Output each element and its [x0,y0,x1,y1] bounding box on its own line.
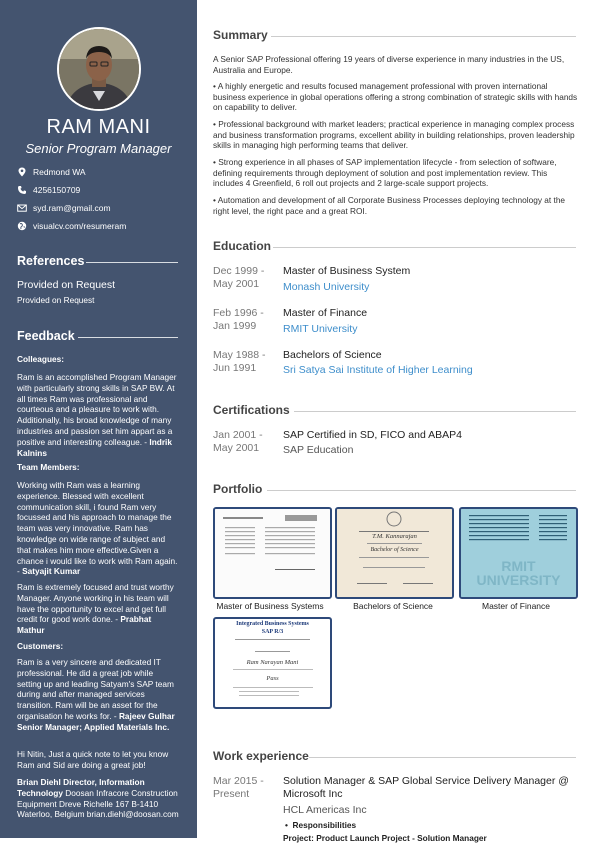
main-content [197,0,594,843]
portfolio-thumb-ibs[interactable] [213,617,332,709]
references-heading [17,254,84,268]
website-link[interactable]: visualcv.com/resumeram [33,221,127,231]
customers-text-3: Doosan Infracore Construction Equipment Dreve Richelle 167 B-1410 Waterloo, Belgium brian.diehl@doosan.com [17,787,179,820]
colleagues-label: Colleagues: [17,354,65,364]
certification-org: SAP Education [283,444,354,456]
references-rule [86,262,178,263]
certificate-doc-icon [337,509,452,597]
certificate-lines-icon [215,619,330,707]
summary-bullet-4: • Automation and development of all Corporate Business Processes deploying technology at the right level, the right pace and a great ROI. [213,195,566,216]
summary-heading: Summary [213,28,268,42]
ibs-doc-grade: Pass [266,675,279,682]
education-school[interactable]: RMIT University [283,323,358,335]
profile-photo [57,27,141,111]
contact-email[interactable] [17,203,111,213]
team-label: Team Members: [17,462,80,472]
portfolio-thumb-transcript[interactable] [213,507,332,599]
work-heading: Work experience [213,749,309,763]
colleagues-text: Ram is an accomplished Program Manager with particularly strong skills in SAP BW. At all times Ram was professional and courteous and a pleasure to work with. Additionally, his broad knowledge of many industries and passion set him appart as a positive and interesting colleague. - [17,372,177,447]
phone-icon [17,185,27,195]
education-degree: Master of Finance [283,307,368,319]
globe-icon [17,221,27,231]
summary-intro: A Senior SAP Professional offering 19 years of diverse experience in many industries in the US, Australia and Europe. [213,54,565,75]
colleagues-feedback [17,372,179,458]
profile-name: RAM MANI [46,116,151,138]
team-feedback-1 [17,480,179,577]
ibs-doc-title: Integrated Business Systems [236,621,309,627]
summary-bullet-3: • Strong experience in all phases of SAP implementation lifecycle - from selection of software, defining requirements through deployment of solution and post implementation review. This includes 4 Greenfield, 6 roll out projects and 2 large-scale support projects. [213,157,557,188]
rmit-watermark: RMIT UNIVERSITY [476,558,561,588]
summary-rule [271,36,576,37]
transcript-doc-icon [215,509,330,597]
portfolio-heading: Portfolio [213,482,263,496]
certification-date: Jan 2001 - May 2001 [213,429,263,454]
work-rule [309,757,576,758]
email-link[interactable]: syd.ram@gmail.com [33,203,111,213]
bsc-doc-degree: Bachelor of Science [370,547,419,553]
work-responsibilities-label: Responsibilities [292,820,357,830]
certifications-heading: Certifications [213,403,290,417]
envelope-icon [17,203,27,213]
contact-website[interactable] [17,221,126,231]
education-school[interactable]: Sri Satya Sai Institute of Higher Learning [283,364,473,376]
feedback-heading-text: Feedback [17,329,75,343]
certifications-rule [294,411,576,412]
customers-label: Customers: [17,641,64,651]
work-role: Solution Manager & SAP Global Service Delivery Manager @ Microsoft Inc [283,775,569,800]
colleagues-author: Indrik Kalnins [17,436,172,458]
team-text-2: Ram is extremely focused and trust worthy Manager. Anyone working in his team will have the opportunity to excel and get full credit for good work done. - [17,582,174,625]
phone-text: 4256150709 [33,185,81,195]
portfolio-caption: Bachelors of Science [353,601,433,611]
portfolio-thumb-bsc[interactable] [335,507,454,599]
certification-name: SAP Certified in SD, FICO and ABAP4 [283,429,462,441]
work-company: HCL Americas Inc [283,804,367,816]
team-author: Satyajit Kumar [22,566,81,577]
references-sub: Provided on Request [17,295,95,305]
references-heading-text: References [17,254,85,268]
team-author-2: Prabhat Mathur [17,614,152,636]
education-date: Feb 1996 - Jan 1999 [213,307,264,332]
customers-author-2: Brian Diehl Director, Information Technology [17,777,145,798]
bullet-dot-icon: • [285,820,293,830]
work-date: Mar 2015 - Present [213,775,264,800]
summary-bullet-1: • A highly energetic and results focused management professional with proven international business experience in global operations offering a strong combination of strategic skills with hands on capability to deliver. [213,81,578,112]
location-pin-icon [17,167,27,177]
sidebar [0,0,197,838]
contact-phone [17,185,80,195]
customers-feedback-3 [17,777,179,820]
customers-feedback-2: Hi Nitin, Just a quick note to let you know Ram and Sid are doing a great job! [17,749,169,770]
team-feedback-2 [17,582,179,636]
ibs-doc-name: Ram Narayan Mani [246,659,299,666]
customers-text: Ram is a very sincere and dedicated IT professional. He did a great job while setting up and leading Satyam's SAP team during and after managed services transition. Ram will be an asset for the organisation he works for. - [17,657,174,721]
portfolio-thumb-mfin[interactable] [459,507,578,599]
references-main: Provided on Request [17,279,116,291]
bsc-doc-name: T.M. Kannarajan [372,533,417,540]
team-text: Working with Ram was a learning experience. Blessed with excellent communication skill, i found Ram very focussed and his approach to manage the team was very innovative. Ram has knowledge on wide range of subject and that makes him more effective.Given a chance i would like to work with Ram again. - [17,480,178,577]
portfolio-caption: Master of Business Systems [216,601,324,611]
education-degree: Master of Business System [283,265,411,277]
portfolio-caption: Master of Finance [481,601,551,611]
education-heading: Education [213,239,272,253]
contact-location [17,167,86,177]
customers-feedback-1 [17,657,179,733]
summary-bullet-2: • Professional background with market leaders; practical experience in managing complex process and business transformation programs, excellent ability in building relationships, proven leadership skills in managing high performing teams that deliver. [213,119,575,150]
education-date: Dec 1999 - May 2001 [213,265,265,290]
location-text: Redmond WA [33,167,86,177]
feedback-heading [17,329,75,343]
feedback-rule [78,337,178,338]
profile-title: Senior Program Manager [25,141,172,156]
education-school[interactable]: Monash University [283,281,370,293]
work-responsibilities [285,820,356,830]
education-date: May 1988 - Jun 1991 [213,349,266,374]
portfolio-rule [267,490,576,491]
ibs-doc-sub: SAP R/3 [261,629,284,635]
education-degree: Bachelors of Science [283,349,382,361]
work-project: Project: Product Launch Project - Solution Manager [283,833,487,843]
customers-author: Rajeev Gulhar Senior Manager; Applied Materials Inc. [17,710,175,732]
education-rule [273,247,576,248]
